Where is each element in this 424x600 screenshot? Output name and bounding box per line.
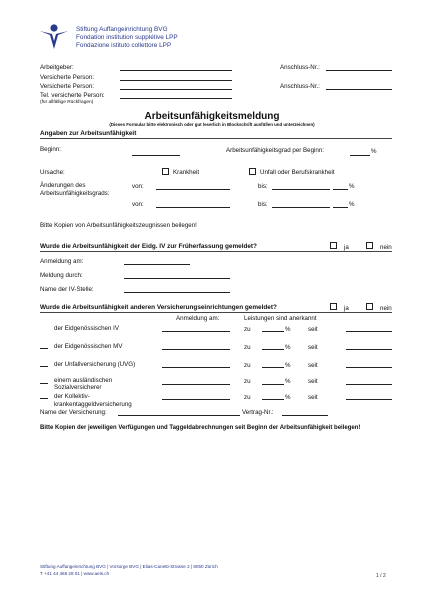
row-label-kollektiv-1: der Kollektiv- xyxy=(54,393,90,400)
row-percent-5: % xyxy=(285,394,291,401)
iv-question: Wurde die Arbeitsunfähigkeit der Eidg. IV zur Früherfassung gemeldet? xyxy=(40,243,257,250)
row-percent-4: % xyxy=(285,378,291,385)
row-zu-1: zu xyxy=(244,326,251,333)
iv-nein-checkbox[interactable] xyxy=(366,242,373,249)
row-anmeldung-field-5[interactable] xyxy=(162,399,230,400)
row-seit-2: seit xyxy=(308,344,318,351)
von-label-2: von: xyxy=(132,201,144,208)
kopien-note-1: Bitte Kopien von Arbeitsunfähigkeitszeugnissen beilegen! xyxy=(40,222,197,229)
tel-field[interactable] xyxy=(120,98,232,99)
versicherte-label-2: Versicherte Person: xyxy=(40,83,94,90)
iv-ja-checkbox[interactable] xyxy=(330,242,337,249)
footer-contact: T +41 44 468 28 01 | www.aeis.ch xyxy=(40,571,110,576)
form-title: Arbeitsunfähigkeitsmeldung xyxy=(144,111,280,122)
aenderung-percent-1: % xyxy=(349,183,355,190)
krankheit-label: Krankheit xyxy=(173,169,200,176)
bis-label-1: bis: xyxy=(258,183,268,190)
kopien-note-2: Bitte Kopien der jeweiligen Verfügungen und Taggeldabrechnungen seit Beginn der Arbeitsunfähigkeit beilegen! xyxy=(40,425,361,431)
versicherte-field-2[interactable] xyxy=(120,89,232,90)
grad-label: Arbeitsunfähigkeitsgrad per Beginn: xyxy=(226,147,325,154)
aenderung-percent-2: % xyxy=(349,201,355,208)
grad-field[interactable] xyxy=(350,155,370,156)
col-anmeldung-header: Anmeldung am: xyxy=(176,315,220,322)
name-versicherung-label: Name der Versicherung: xyxy=(40,409,107,416)
logo-icon xyxy=(38,24,70,50)
row-seit-field-4[interactable] xyxy=(346,384,392,385)
row-percent-field-5[interactable] xyxy=(262,399,284,400)
andere-nein-checkbox[interactable] xyxy=(366,303,373,310)
row-anmeldung-field-2[interactable] xyxy=(162,349,230,350)
footer-address: Stiftung Auffangeinrichtung BVG | Vorsorge BVG | Elias-Canetti-Strasse 2 | 8050 Zürich xyxy=(40,564,218,569)
iv-anmeldung-field[interactable] xyxy=(124,264,190,265)
page-number: 1 / 2 xyxy=(376,573,386,579)
bis-field-1[interactable] xyxy=(272,189,330,190)
aenderung-grad-field-1[interactable] xyxy=(333,189,348,190)
arbeitgeber-label: Arbeitgeber: xyxy=(40,64,74,71)
anschluss-field-1[interactable] xyxy=(326,70,392,71)
row-zu-3: zu xyxy=(244,362,251,369)
section-divider xyxy=(40,138,392,139)
row-zu-4: zu xyxy=(244,378,251,385)
row-anmeldung-field-1[interactable] xyxy=(162,331,230,332)
row-select-field-3[interactable] xyxy=(40,366,48,367)
row-seit-field-3[interactable] xyxy=(346,367,392,368)
row-label-iv: der Eidgenössischen IV xyxy=(54,325,120,332)
row-anmeldung-field-4[interactable] xyxy=(162,384,230,385)
row-seit-field-2[interactable] xyxy=(346,349,392,350)
row-label-kollektiv-2: krankentaggeldversicherung xyxy=(54,401,132,408)
row-percent-field-1[interactable] xyxy=(262,331,284,332)
iv-stelle-label: Name der IV-Stelle: xyxy=(40,286,94,293)
row-label-uvg: der Unfallversicherung (UVG) xyxy=(54,361,136,368)
anschluss-label-1: Anschluss-Nr.: xyxy=(280,64,320,71)
unfall-label: Unfall oder Berufskrankheit xyxy=(260,169,335,176)
row-percent-field-4[interactable] xyxy=(262,384,284,385)
row-seit-1: seit xyxy=(308,326,318,333)
anschluss-field-2[interactable] xyxy=(326,89,392,90)
row-percent-2: % xyxy=(285,344,291,351)
andere-nein-label: nein xyxy=(380,305,392,312)
aenderungen-label-1: Änderungen des xyxy=(40,182,86,189)
col-leistungen-header: Leistungen sind anerkannt xyxy=(244,315,317,322)
andere-ja-label: ja xyxy=(344,305,349,312)
andere-ja-checkbox[interactable] xyxy=(330,303,337,310)
row-zu-2: zu xyxy=(244,344,251,351)
row-select-field-5[interactable] xyxy=(40,398,48,399)
aenderungen-label-2: Arbeitsunfähigkeitsgrads: xyxy=(40,190,110,197)
row-label-ausland-1: einem ausländischen xyxy=(54,377,113,384)
bis-field-2[interactable] xyxy=(272,207,330,208)
krankheit-checkbox[interactable] xyxy=(162,168,169,175)
iv-anmeldung-label: Anmeldung am: xyxy=(40,258,84,265)
row-zu-5: zu xyxy=(244,394,251,401)
versicherte-field-1[interactable] xyxy=(120,80,232,81)
row-label-mv: der Eidgenössischen MV xyxy=(54,343,123,350)
arbeitgeber-field[interactable] xyxy=(120,70,232,71)
row-percent-field-2[interactable] xyxy=(262,349,284,350)
andere-versicherungen-question: Wurde die Arbeitsunfähigkeit anderen Versicherungseinrichtungen gemeldet? xyxy=(40,304,277,311)
bis-label-2: bis: xyxy=(258,201,268,208)
tel-label: Tel. versicherte Person: xyxy=(40,92,105,99)
row-select-field-2[interactable] xyxy=(40,348,48,349)
vertrag-label: Vertrag-Nr.: xyxy=(242,409,274,416)
tel-note: (für allfällige Rückfragen) xyxy=(40,100,94,105)
row-select-field-4[interactable] xyxy=(40,383,48,384)
von-field-1[interactable] xyxy=(156,189,230,190)
row-percent-3: % xyxy=(285,362,291,369)
iv-ja-label: ja xyxy=(344,244,349,251)
grad-percent: % xyxy=(371,148,377,155)
row-percent-1: % xyxy=(285,326,291,333)
versicherte-label-1: Versicherte Person: xyxy=(40,74,94,81)
row-seit-5: seit xyxy=(308,394,318,401)
logo xyxy=(38,24,70,50)
iv-meldung-field[interactable] xyxy=(124,278,230,279)
row-seit-field-1[interactable] xyxy=(346,331,392,332)
row-anmeldung-field-3[interactable] xyxy=(162,367,230,368)
org-name-fr: Fondation institution supplétive LPP xyxy=(76,34,178,41)
iv-nein-label: nein xyxy=(380,244,392,251)
beginn-label: Beginn: xyxy=(40,146,61,153)
row-label-ausland-2: Sozialversicherer xyxy=(54,384,102,391)
row-percent-field-3[interactable] xyxy=(262,367,284,368)
ursache-label: Ursache: xyxy=(40,169,65,176)
anschluss-label-2: Anschluss-Nr.: xyxy=(280,83,320,90)
section-divider xyxy=(40,312,392,313)
row-seit-field-5[interactable] xyxy=(346,399,392,400)
name-versicherung-field[interactable] xyxy=(118,415,240,416)
section-divider xyxy=(40,251,392,252)
aenderung-grad-field-2[interactable] xyxy=(333,207,348,208)
form-subtitle: (Dieses Formular bitte elektronisch oder gut leserlich in Blockschrift ausfüllen und unterzeichnen) xyxy=(109,122,315,127)
row-seit-3: seit xyxy=(308,362,318,369)
vertrag-field[interactable] xyxy=(282,415,328,416)
section-heading-arbeitsunfaehigkeit: Angaben zur Arbeitsunfähigkeit xyxy=(40,130,137,137)
iv-meldung-label: Meldung durch: xyxy=(40,272,83,279)
iv-stelle-field[interactable] xyxy=(124,292,230,293)
org-name-de: Stiftung Auffangeinrichtung BVG xyxy=(76,26,168,33)
beginn-field[interactable] xyxy=(132,155,180,156)
unfall-checkbox[interactable] xyxy=(249,168,256,175)
org-name-it: Fondazione istituto collettore LPP xyxy=(76,42,172,49)
row-seit-4: seit xyxy=(308,378,318,385)
von-label-1: von: xyxy=(132,183,144,190)
von-field-2[interactable] xyxy=(156,207,230,208)
